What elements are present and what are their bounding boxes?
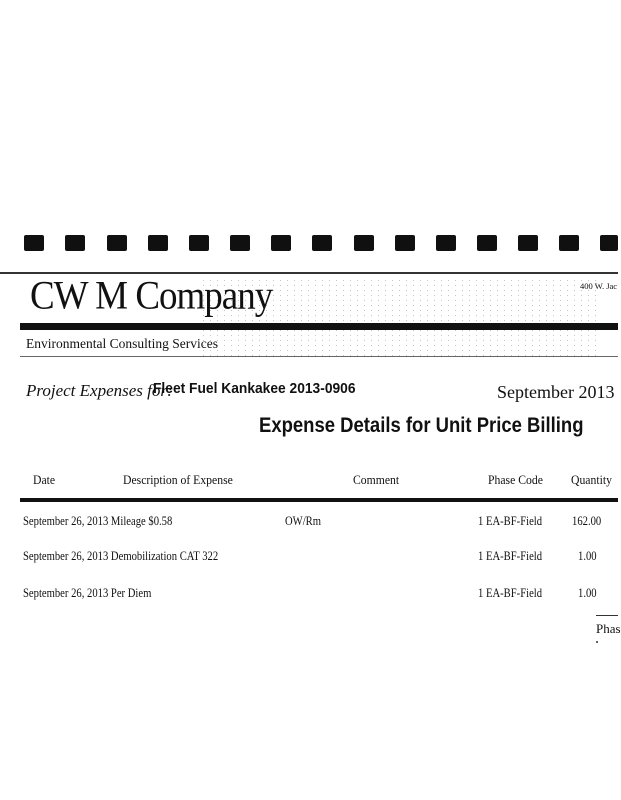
company-name: CW M Company xyxy=(30,273,273,319)
project-label: Project Expenses for: xyxy=(26,381,173,400)
column-header-phase-code: Phase Code xyxy=(488,472,543,487)
perforation-strip xyxy=(0,235,618,255)
column-header-date: Date xyxy=(33,472,56,487)
table-row xyxy=(0,586,618,604)
company-tagline: Environmental Consulting Services xyxy=(26,336,218,351)
perforation-hole xyxy=(24,235,44,251)
perforation-hole xyxy=(395,235,415,251)
totals-rule xyxy=(596,615,618,616)
company-address: 400 W. Jac xyxy=(580,281,618,291)
row-phase-code: 1 EA-BF-Field xyxy=(478,514,543,528)
project-name: Fleet Fuel Kankakee 2013-0906 xyxy=(153,380,356,397)
row-comment: OW/Rm xyxy=(285,514,322,528)
perforation-hole xyxy=(189,235,209,251)
column-header-quantity: Quantity xyxy=(571,472,612,487)
letterhead-thick-rule xyxy=(20,323,618,330)
perforation-hole xyxy=(148,235,168,251)
column-header-description: Description of Expense xyxy=(123,472,233,487)
table-header-rule xyxy=(20,498,618,502)
phase-summary-heading: Phas xyxy=(596,621,621,636)
table-row xyxy=(0,514,618,532)
perforation-hole xyxy=(230,235,250,251)
perforation-hole xyxy=(271,235,291,251)
perforation-hole xyxy=(65,235,85,251)
column-header-comment: Comment xyxy=(353,472,400,487)
row-date-description: September 26, 2013 Per Diem xyxy=(23,586,152,600)
row-quantity: 1.00 xyxy=(578,549,597,563)
report-title: Expense Details for Unit Price Billing xyxy=(259,414,584,437)
scan-speck xyxy=(596,641,598,643)
row-phase-code: 1 EA-BF-Field xyxy=(478,549,543,563)
letterhead-bottom-rule xyxy=(20,356,618,357)
perforation-hole xyxy=(477,235,497,251)
row-phase-code: 1 EA-BF-Field xyxy=(478,586,543,600)
perforation-hole xyxy=(107,235,127,251)
table-row xyxy=(0,549,618,567)
perforation-hole xyxy=(559,235,579,251)
row-date-description: September 26, 2013 Demobilization CAT 322 xyxy=(23,549,219,563)
perforation-hole xyxy=(600,235,618,251)
row-quantity: 162.00 xyxy=(572,514,602,528)
perforation-hole xyxy=(436,235,456,251)
row-date-description: September 26, 2013 Mileage $0.58 xyxy=(23,514,173,528)
perforation-hole xyxy=(312,235,332,251)
perforation-hole xyxy=(518,235,538,251)
report-period: September 2013 xyxy=(497,382,615,402)
row-quantity: 1.00 xyxy=(578,586,597,600)
perforation-hole xyxy=(354,235,374,251)
